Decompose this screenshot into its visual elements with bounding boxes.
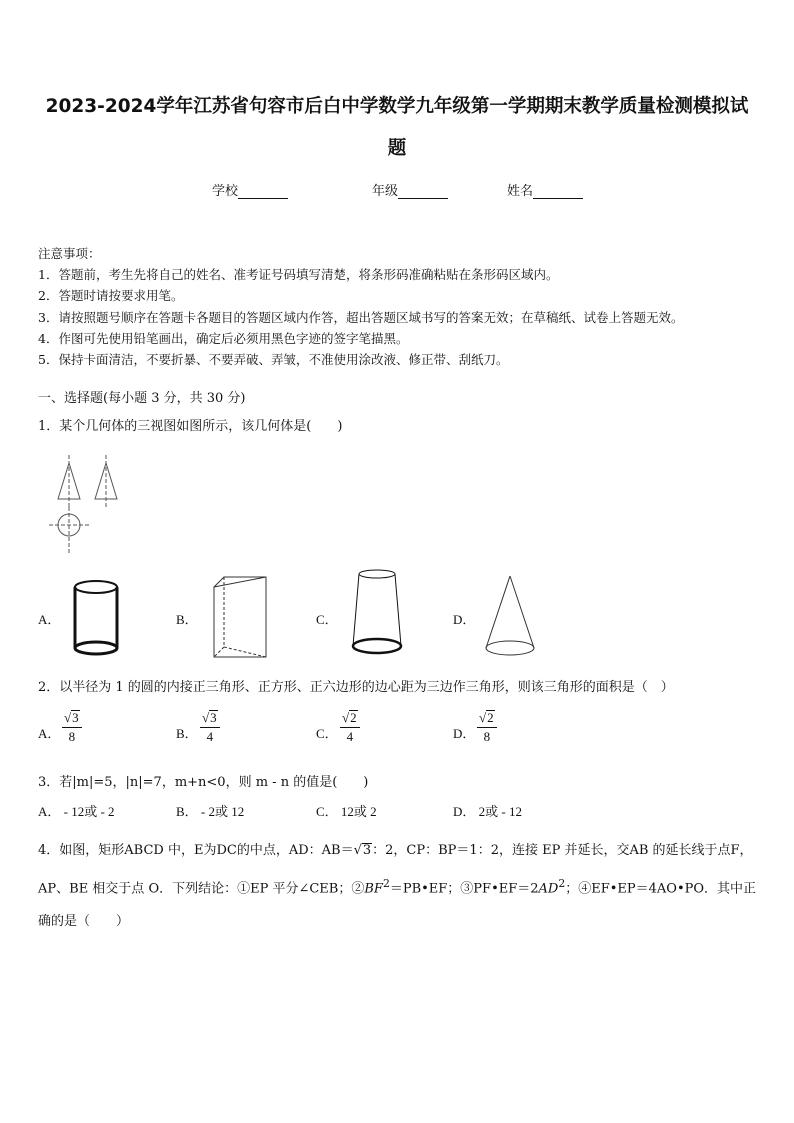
q1-option-a-label[interactable]: A．: [38, 612, 61, 627]
q2-option-c-fraction[interactable]: $\frac{√2}{4}$: [340, 710, 360, 746]
cone-figure[interactable]: [482, 574, 538, 660]
triangular-prism-figure[interactable]: [208, 573, 270, 663]
q2-option-d-fraction[interactable]: $\frac{√2}{8}$: [477, 710, 497, 746]
section-heading: 一、选择题(每小题 3 分，共 30 分): [38, 391, 246, 406]
question-2-text: 2．以半径为 1 的圆的内接正三角形、正方形、正六边形的边心距为三边作三角形，则该三角形的面积是（ ）: [38, 680, 674, 695]
q2-option-b-label[interactable]: B．: [176, 726, 198, 741]
sqrt-expression: √3: [353, 843, 372, 858]
grade-label: 年级: [372, 184, 399, 199]
exam-title: [30, 86, 764, 170]
grade-field[interactable]: [372, 180, 448, 199]
q2-option-a-fraction[interactable]: $\frac{√3}{8}$: [62, 710, 82, 746]
cylinder-figure[interactable]: [70, 578, 122, 658]
name-label: 姓名: [507, 184, 534, 199]
q3-option-a[interactable]: A． - 12或 - 2: [38, 804, 115, 819]
radicand: 3: [72, 710, 79, 725]
q2-option-c-label[interactable]: C．: [316, 726, 338, 741]
q3-option-b[interactable]: B． - 2或 12: [176, 804, 245, 819]
q2-option-b-fraction[interactable]: $\frac{√3}{4}$: [200, 710, 220, 746]
radicand: 3: [210, 710, 217, 725]
title-line-2: 题: [387, 138, 407, 159]
three-view-diagram: [44, 455, 134, 559]
radicand: 2: [487, 710, 494, 725]
denominator: 4: [346, 729, 354, 744]
notice-item: 1．答题前，考生先将自己的姓名、准考证号码填写清楚，将条形码准确粘贴在条形码区域内。: [38, 267, 559, 283]
q2-option-a-label[interactable]: A．: [38, 726, 61, 741]
notice-heading: 注意事项：: [38, 246, 101, 261]
school-blank[interactable]: [238, 184, 288, 199]
notice-item: 2．答题时请按要求用笔。: [38, 288, 184, 304]
student-info-row: [0, 180, 794, 200]
denominator: 8: [483, 729, 491, 744]
notice-item: 4．作图可先使用铅笔画出，确定后必须用黑色字迹的签字笔描黑。: [38, 330, 409, 346]
denominator: 4: [206, 729, 214, 744]
grade-blank[interactable]: [398, 184, 448, 199]
question-3-text: 3．若|m|=5，|n|=7，m+n<0，则 m - n 的值是( ): [38, 775, 369, 790]
q2-option-d-label[interactable]: D．: [453, 726, 476, 741]
q1-option-b-label[interactable]: B．: [176, 612, 198, 627]
denominator: 8: [68, 729, 76, 744]
school-field[interactable]: [212, 180, 288, 199]
school-label: 学校: [212, 184, 239, 199]
q1-option-c-label[interactable]: C．: [316, 612, 338, 627]
frustum-figure[interactable]: [349, 566, 405, 660]
question-4-text: 4．如图，矩形ABCD 中，E为DC的中点，AD：AB＝√3：2，CP：BP＝1：2，连接 EP 并延长，交AB 的延长线于点F，AP、BE 相交于点 O．下列结论：①EP 平分∠CEB；$②BF^2=PB•EF$；$③PF•EF=2AD^2$；④EF•EP＝4AO•PO．其中正确的是（ ）: [38, 834, 764, 938]
notice-item: 3．请按照题号顺序在答题卡各题目的答题区域内作答，超出答题区域书写的答案无效；在草稿纸、试卷上答题无效。: [38, 309, 684, 325]
q3-option-d[interactable]: D． 2或 - 12: [453, 804, 522, 819]
title-line-1: 2023-2024学年江苏省句容市后白中学数学九年级第一学期期末教学质量检测模拟试: [45, 96, 749, 117]
question-1-text: 1．某个几何体的三视图如图所示，该几何体是( ): [38, 419, 343, 434]
radicand: 2: [350, 710, 357, 725]
name-blank[interactable]: [533, 184, 583, 199]
name-field[interactable]: [507, 180, 583, 199]
notice-block: [38, 243, 768, 370]
q3-option-c[interactable]: C． 12或 2: [316, 804, 377, 819]
notice-item: 5．保持卡面清洁，不要折暴、不要弄破、弄皱，不准使用涂改液、修正带、刮纸刀。: [38, 352, 509, 368]
q1-option-d-label[interactable]: D．: [453, 612, 476, 627]
